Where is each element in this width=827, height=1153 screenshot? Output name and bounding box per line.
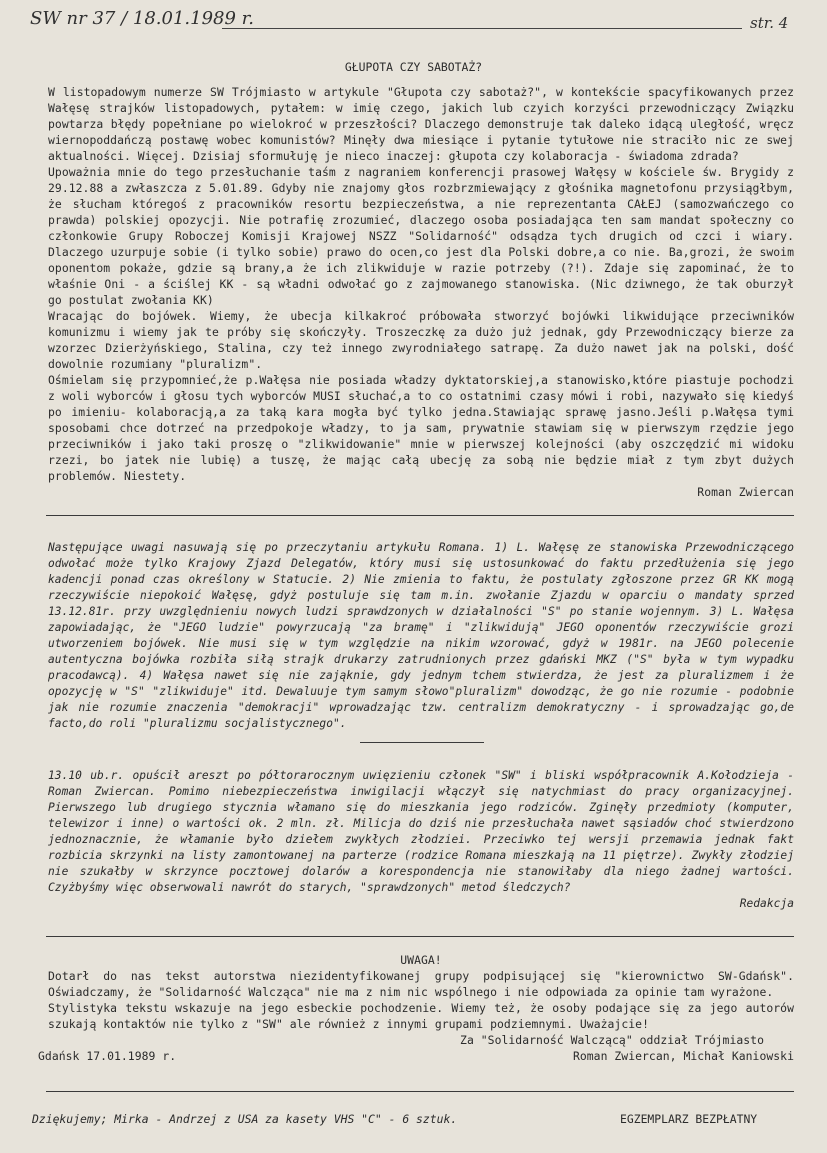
editorial-comment: Następujące uwagi nasuwają się po przeczytaniu artykułu Romana. 1) L. Wałęsę ze stanowiska Przewodniczącego odwołać może tylko Krajowy Zjazd Delegatów, który musi się ustosunkować do faktu przedłużenia się jego kadencji ponad czas określony w Statucie. 2) Nie zmienia to faktu, że postulaty zgłoszone przez GR KK mogą rzeczywiście niepokoić Wałęsę, gdyż postuluje się tam m.in. zwołanie Zjazdu w oparciu o mandaty sprzed 13.12.81r. przy uwzględnieniu nowych ludzi sprawdzonych w działalności "S" po stanie wojennym. 3) L. Wałęsa zapowiadając, że "JEGO ludzie" powyrzucają "za bramę" i "zlikwidują" JEGO oponentów rzeczywiście grozi utworzeniem bojówek. Nie musi się w tym względzie na nikim wzorować, gdyż w 1981r. na JEGO polecenie autentyczna bojówka rozbiła siłą strajk drukarzy zatrudnionych przez gdański MKZ ("S" była w tym wypadku pracodawcą). 4) Wałęsa nawet się nie zająknie, gdy jednym tchem stwierdza, że jest za pluralizmem i że opozycję w "S" "zlikwiduje" itd. Dewaluuje tym samym słowo"pluralizm" dowodząc, że go nie rozumie - podobnie jak nie rozumie znaczenia "demokracji" wprowadzając tzw. centralizm demokratyczny - i sprowadzając go,de facto,do roli "pluralizmu socjalistycznego". bbox=[48, 541, 794, 730]
notice-paragraph: Dotarł do nas tekst autorstwa niezidentyfikowanej grupy podpisującej się "kierownictwo SW-Gdańsk". Oświadczamy, że "Solidarność Walcząca" nie ma z nim nic wspólnego i nie odpowiada za opinie tam wyrażone. bbox=[48, 969, 794, 999]
news-signature: Redakcja bbox=[739, 897, 794, 910]
short-divider bbox=[360, 742, 484, 743]
thanks-note: Dziękujemy; Mirka - Andrzej z USA za kasety VHS "C" - 6 sztuk. bbox=[32, 1112, 458, 1126]
article-paragraph: Wracając do bojówek. Wiemy, że ubecja kilkakroć próbowała stworzyć bojówki likwidujące przeciwników komunizmu i wiemy jak te próby się skończyły. Troszeczkę za dużo już jednak, gdy Przewodniczący bierze za wzorzec Dzierżyńskiego, Stalina, czy też innego zwyrodniałego satrapę. Za dużo nawet jak na polski, dość dowolnie rozumiany "pluralizm". bbox=[48, 309, 794, 371]
section-divider bbox=[46, 515, 794, 516]
article-paragraph: Ośmielam się przypomnieć,że p.Wałęsa nie posiada władzy dyktatorskiej,a stanowisko,które piastuje pochodzi z woli wyborców i głosu tych wyborców MUSI słuchać,a to co ostatnimi czasy mówi i robi, nazywało się kiedyś po imieniu- kolaboracją,a za taką kara mogła być tylko jedna.Stawiając sprawę jasno.Jeśli p.Wałęsa tymi sposobami chce dotrzeć na przedpokoje władzy, to ja sam, prywatnie stawiam się w pierwszym rzędzie jego przeciwników i jako taki proszę o "zlikwidowanie" mnie w pierwszej kolejności (aby oszczędzić mi widoku rzezi, bo jatek nie lubię) a tuszę, że mając całą ubecję za sobą nie będzie miał z tym zbyt dużych problemów. Niestety. bbox=[48, 373, 794, 483]
notice-title: UWAGA! bbox=[400, 953, 442, 967]
free-copy-label: EGZEMPLARZ BEZPŁATNY bbox=[620, 1112, 758, 1126]
news-text: 13.10 ub.r. opuścił areszt po półtorarocznym uwięzieniu członek "SW" i bliski współpracownik A.Kołodzieja - Roman Zwiercan. Pomimo niebezpieczeństwa inwigilacji włączył się natychmiast do pracy organizacyjnej. Pierwszego lub drugiego stycznia włamano się do mieszkania jego rodziców. Zginęły przedmioty (komputer, telewizor i inne) o wartości ok. 2 mln. zł. Milicja do dziś nie przesłuchała nawet sąsiadów choć stwierdzono jednoznacznie, że włamanie było dziełem zwykłych złodziei. Przeciwko tej wersji przemawia jednak fakt rozbicia skrzynki na listy zamontowanej na parterze (rodzice Romana mieszkają na 11 piętrze). Zwykły złodziej nie szukałby w skrzynce pocztowej dolarów a korespondencja nie stanowiłaby dla niego żadnej wartości. Czyżbyśmy więc obserwowali nawrót do starych, "sprawdzonych" metod śledczych? bbox=[48, 769, 794, 894]
article-paragraph: W listopadowym numerze SW Trójmiasto w artykule "Głupota czy sabotaż?", w kontekście spacyfikowanych przez Wałęsę strajków listopadowych, pytałem: w imię czego, jakich lub czyich korzyści przewodniczący Związku powtarza błędy popełniane po wielokroć w przeszłości? Dlaczego demonstruje tak daleko idącą uległość, wręcz wiernopoddańczą postawę wobec komunistów? Minęły dwa miesiące i pytanie tytułowe nie straciło nic ze swej aktualności. Więcej. Dzisiaj sformułuję je nieco inaczej: głupota czy kolaboracja - świadoma zdrada? bbox=[48, 85, 794, 163]
article-signature: Roman Zwiercan bbox=[697, 485, 794, 499]
issue-header: SW nr 37 / 18.01.1989 r. bbox=[30, 8, 255, 29]
notice-signature-org: Za "Solidarność Walczącą" oddział Trójmiasto bbox=[460, 1033, 764, 1047]
page-number: str. 4 bbox=[750, 14, 789, 32]
notice-place-date: Gdańsk 17.01.1989 r. bbox=[38, 1049, 177, 1063]
section-divider bbox=[46, 1091, 794, 1092]
notice-paragraph: Stylistyka tekstu wskazuje na jego esbeckie pochodzenie. Wiemy też, że osoby podające się za jego autorów szukają kontaktów nie tylko z "SW" ale również z innymi grupami podziemnymi. Uważajcie! bbox=[48, 1001, 794, 1031]
header-rule bbox=[222, 28, 742, 29]
article-body bbox=[48, 84, 794, 500]
article-title: GŁUPOTA CZY SABOTAŻ? bbox=[344, 60, 483, 74]
notice bbox=[38, 952, 794, 1064]
news-item bbox=[48, 768, 794, 912]
section-divider bbox=[46, 936, 794, 937]
notice-signature-names: Roman Zwiercan, Michał Kaniowski bbox=[572, 1049, 794, 1063]
article-paragraph: Upoważnia mnie do tego przesłuchanie taśm z nagraniem konferencji prasowej Wałęsy w kościele św. Brygidy z 29.12.88 a zwłaszcza z 5.01.89. Gdyby nie znajomy głos rozbrzmiewający z głośnika magnetofonu przysiągłbym, że słucham któregoś z pracowników resortu bezpieczeństwa, a nie reprezentanta CAŁEJ (samozwańczego co prawda) polskiej opozycji. Nie potrafię zrozumieć, dlaczego osoba posiadająca ten sam mandat społeczny co członkowie Grupy Roboczej Komisji Krajowej NSZZ "Solidarność" odsądza tych drugich od czci i wiary. Dlaczego uzurpuje sobie (i tylko sobie) prawo do ocen,co jest dla Polski dobre,a co nie. Ba,grozi, że swoim oponentom pokaże, gdzie są brany,a że ich zlikwiduje w razie potrzeby (?!). Zdaje się zapominać, że to właśnie Oni - a ściślej KK - są władni odwołać go z zajmowanego stanowiska. (Nic dziwnego, że tak oburzył go postulat zwołania KK) bbox=[48, 165, 794, 307]
